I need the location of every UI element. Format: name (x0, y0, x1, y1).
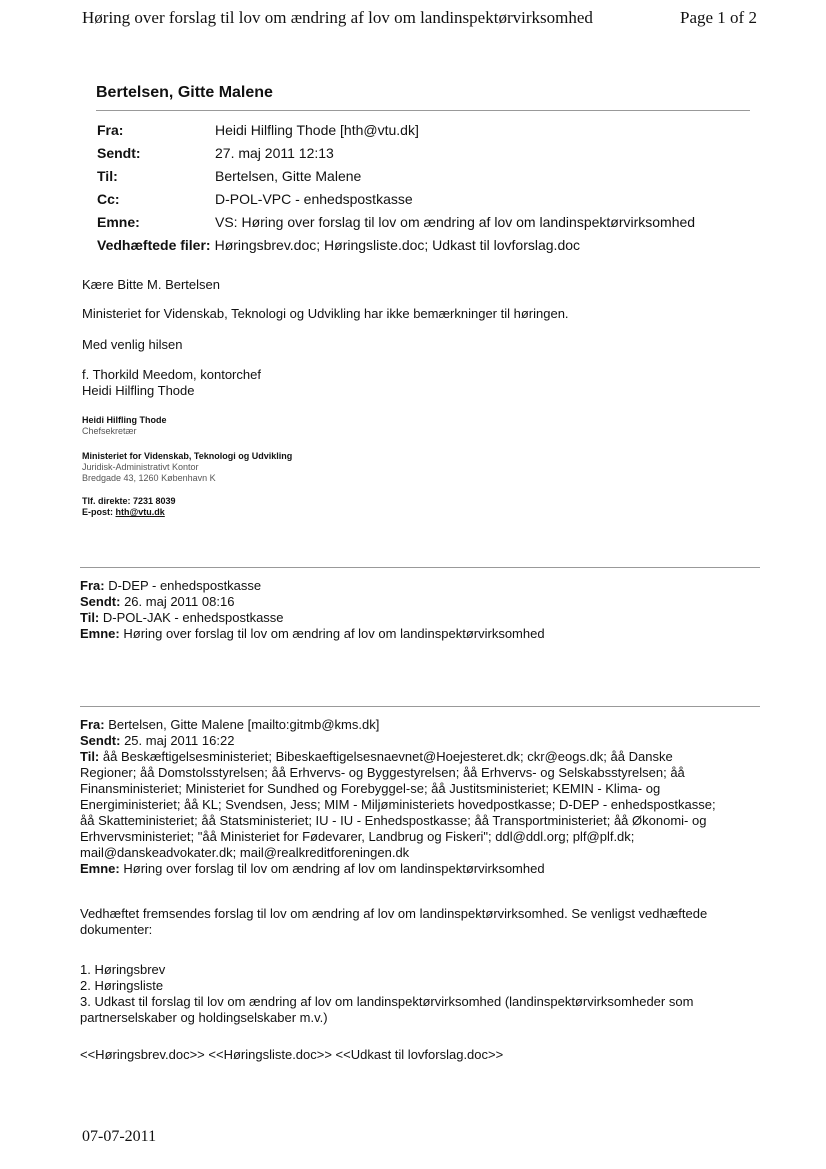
forwarded-header-2 (80, 717, 770, 877)
meta-value: D-POL-VPC - enhedspostkasse (215, 191, 413, 207)
meta-value: 27. maj 2011 12:13 (215, 145, 334, 161)
fwd1-from: D-DEP - enhedspostkasse (108, 578, 262, 593)
fwd2-to-line-1: Regioner; åå Domstolsstyrelsen; åå Erhvervs- og Byggestyrelsen; åå Erhvervs- og Selskabsstyrelsen; åå (80, 765, 685, 780)
meta-row-to (97, 168, 695, 191)
meta-value: VS: Høring over forslag til lov om ændring af lov om landinspektørvirksomhed (215, 214, 696, 230)
signature-email-line (82, 507, 292, 518)
fwd2-body-line-2: dokumenter: (80, 922, 153, 937)
fwd2-to-line (80, 749, 770, 765)
fwd2-to-line-3: Energiministeriet; åå KL; Svendsen, Jess; MIM - Miljøministeriets hovedpostkasse; D-DEP - enhedspostkasse; (80, 797, 716, 812)
fwd2-to-line-6: mail@danskeadvokater.dk; mail@realkreditforeningen.dk (80, 845, 410, 860)
email-signature (82, 415, 292, 518)
fwd1-from-line (80, 578, 770, 594)
meta-value: Heidi Hilfling Thode [hth@vtu.dk] (215, 122, 419, 138)
fwd1-subject: Høring over forslag til lov om ændring af lov om landinspektørvirksomhed (123, 626, 545, 641)
signoff-line-2: Heidi Hilfling Thode (82, 383, 195, 398)
header-divider (96, 110, 750, 111)
mailbox-owner-name: Bertelsen, Gitte Malene (96, 84, 273, 101)
fwd2-sent: 25. maj 2011 16:22 (124, 733, 235, 748)
fwd1-to-label: Til: (80, 610, 100, 625)
meta-row-subject (97, 214, 695, 237)
signoff-line-1: f. Thorkild Meedom, kontorchef (82, 367, 261, 382)
fwd2-to-line-2: Finansministeriet; Ministeriet for Sundhed og Forebyggel-se; åå Justitsministeriet; KEMIN - Klima- og (80, 781, 661, 796)
meta-label: Vedhæftede filer: (97, 237, 211, 253)
meta-label: Emne: (97, 214, 140, 230)
signature-email-link[interactable]: hth@vtu.dk (115, 507, 165, 517)
fwd1-subject-label: Emne: (80, 626, 120, 641)
fwd1-sent-label: Sendt: (80, 594, 121, 609)
greeting: Kære Bitte M. Bertelsen (82, 277, 220, 292)
meta-label: Fra: (97, 122, 124, 138)
fwd2-document-list (80, 962, 770, 1026)
fwd2-sent-line (80, 733, 770, 749)
fwd2-subject-line (80, 861, 770, 877)
fwd2-from-line (80, 717, 770, 733)
fwd2-body (80, 906, 770, 938)
meta-value: Høringsbrev.doc; Høringsliste.doc; Udkast til lovforslag.doc (214, 237, 581, 253)
fwd2-attachments[interactable]: <<Høringsbrev.doc>> <<Høringsliste.doc>> <<Udkast til lovforslag.doc>> (80, 1047, 504, 1062)
meta-row-cc (97, 191, 695, 214)
list-item: 2. Høringsliste (80, 978, 164, 993)
fwd2-from: Bertelsen, Gitte Malene [mailto:gitmb@kms.dk] (108, 717, 380, 732)
list-item: 3. Udkast til forslag til lov om ændring af lov om landinspektørvirksomhed (landinspektørvirksomheder som (80, 994, 694, 1009)
fwd2-to-line-5: Erhvervsministeriet; "åå Ministeriet for Fødevarer, Landbrug og Fiskeri"; ddl@ddl.org; plf@plf.dk; (80, 829, 635, 844)
signature-dept: Juridisk-Administrativt Kontor (82, 462, 199, 472)
meta-row-sent (97, 145, 695, 168)
signature-name: Heidi Hilfling Thode (82, 415, 167, 425)
fwd1-to-line (80, 610, 770, 626)
meta-value: Bertelsen, Gitte Malene (215, 168, 362, 184)
meta-label: Sendt: (97, 145, 141, 161)
meta-label: Cc: (97, 191, 120, 207)
fwd2-from-label: Fra: (80, 717, 105, 732)
fwd2-to-line-4: åå Skatteministeriet; åå Statsministeriet; IU - IU - Enhedspostkasse; åå Transportministeriet; åå Økonomi- og (80, 813, 707, 828)
list-item: 1. Høringsbrev (80, 962, 166, 977)
meta-label: Til: (97, 168, 118, 184)
fwd2-to-label: Til: (80, 749, 100, 764)
fwd1-subject-line (80, 626, 770, 642)
forwarded-header-1 (80, 578, 770, 642)
forward-divider-2 (80, 706, 760, 707)
forward-divider-1 (80, 567, 760, 568)
message-body: Ministeriet for Videnskab, Teknologi og Udvikling har ikke bemærkninger til høringen. (82, 306, 569, 321)
fwd1-from-label: Fra: (80, 578, 105, 593)
signature-org: Ministeriet for Videnskab, Teknologi og Udvikling (82, 451, 293, 461)
meta-row-from (97, 122, 695, 145)
list-item: partnerselskaber og holdingselskaber m.v.) (80, 1010, 328, 1025)
email-meta-table (97, 122, 695, 260)
closing: Med venlig hilsen (82, 337, 183, 352)
fwd2-sent-label: Sendt: (80, 733, 121, 748)
fwd2-body-line-1: Vedhæftet fremsendes forslag til lov om ændring af lov om landinspektørvirksomhed. Se venligst vedhæftede (80, 906, 708, 921)
signature-title: Chefsekretær (82, 426, 137, 436)
page-header-title: Høring over forslag til lov om ændring af lov om landinspektørvirksomhed (82, 8, 593, 27)
fwd1-sent-line (80, 594, 770, 610)
page-number: Page 1 of 2 (680, 8, 757, 27)
fwd2-to-line-0: åå Beskæftigelsesministeriet; Bibeskaeftigelsesnaevnet@Hoejesteret.dk; ckr@eogs.dk; åå Danske (102, 749, 673, 764)
fwd2-subject: Høring over forslag til lov om ændring af lov om landinspektørvirksomhed (123, 861, 545, 876)
signature-email-label: E-post: (82, 507, 113, 517)
footer-date: 07-07-2011 (82, 1128, 157, 1145)
fwd1-to: D-POL-JAK - enhedspostkasse (102, 610, 284, 625)
signature-address: Bredgade 43, 1260 København K (82, 473, 216, 483)
fwd1-sent: 26. maj 2011 08:16 (124, 594, 235, 609)
signature-phone: Tlf. direkte: 7231 8039 (82, 496, 176, 506)
meta-row-attachments (97, 237, 695, 260)
fwd2-subject-label: Emne: (80, 861, 120, 876)
